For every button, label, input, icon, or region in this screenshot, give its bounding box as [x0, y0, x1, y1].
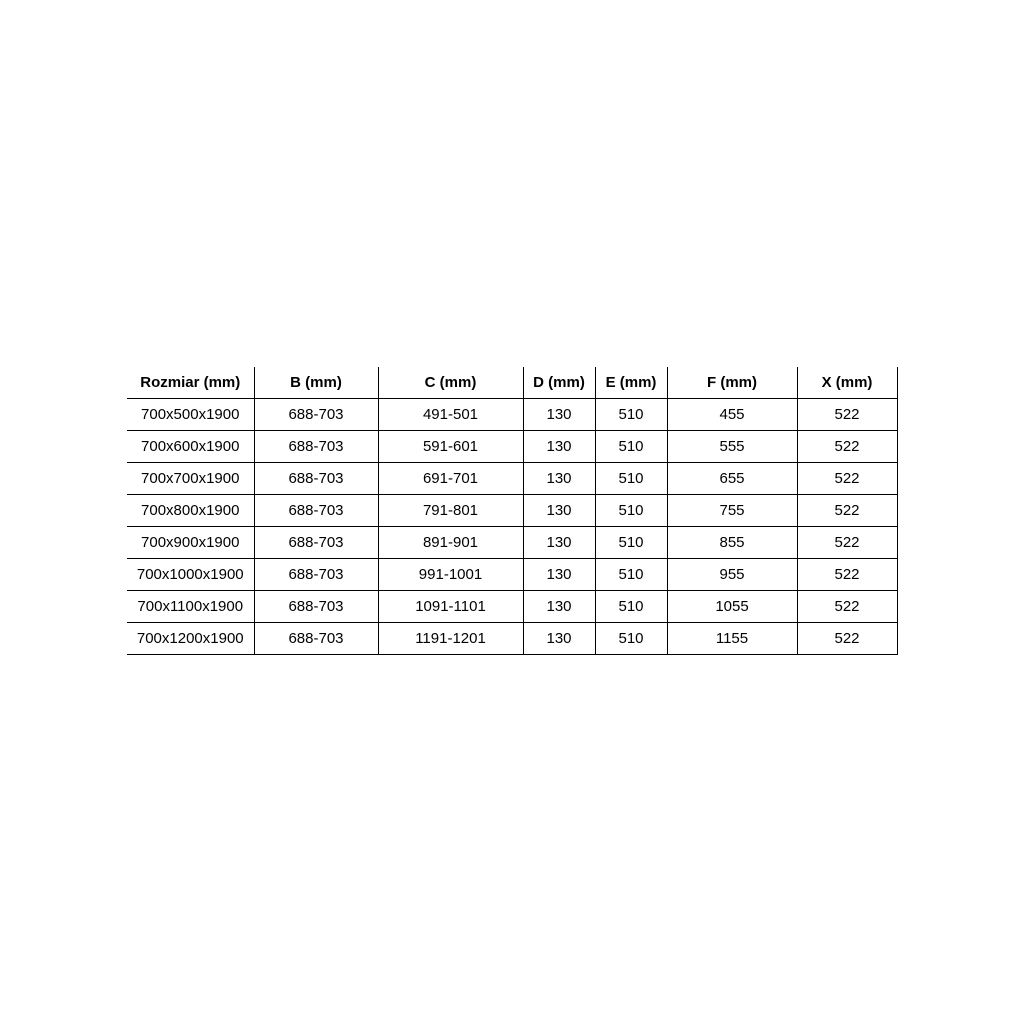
table-cell: 688-703: [254, 495, 378, 527]
table-row: [127, 463, 897, 495]
table-cell: 891-901: [378, 527, 523, 559]
table-cell: 688-703: [254, 527, 378, 559]
table-row: [127, 527, 897, 559]
column-header-d: D (mm): [523, 367, 595, 399]
table-row: [127, 559, 897, 591]
table-cell: 510: [595, 431, 667, 463]
table-cell: 130: [523, 559, 595, 591]
column-header-x: X (mm): [797, 367, 897, 399]
table-cell: 522: [797, 591, 897, 623]
table-cell: 130: [523, 463, 595, 495]
table-cell: 510: [595, 399, 667, 431]
table-cell: 655: [667, 463, 797, 495]
table-cell: 510: [595, 463, 667, 495]
table-cell: 522: [797, 463, 897, 495]
header-row: [127, 367, 897, 399]
table-cell: 700x1000x1900: [127, 559, 254, 591]
table-cell: 688-703: [254, 463, 378, 495]
table-cell: 1055: [667, 591, 797, 623]
dimensions-table: [127, 367, 898, 655]
table-cell: 755: [667, 495, 797, 527]
table-cell: 791-801: [378, 495, 523, 527]
column-header-b: B (mm): [254, 367, 378, 399]
table-cell: 700x600x1900: [127, 431, 254, 463]
table-cell: 522: [797, 623, 897, 655]
table-cell: 130: [523, 591, 595, 623]
table-cell: 130: [523, 495, 595, 527]
table-cell: 510: [595, 559, 667, 591]
table-cell: 688-703: [254, 559, 378, 591]
table-cell: 1191-1201: [378, 623, 523, 655]
table-cell: 991-1001: [378, 559, 523, 591]
table-cell: 130: [523, 527, 595, 559]
table-cell: 522: [797, 527, 897, 559]
table-cell: 510: [595, 591, 667, 623]
table-cell: 700x1100x1900: [127, 591, 254, 623]
table-cell: 522: [797, 559, 897, 591]
column-header-c: C (mm): [378, 367, 523, 399]
table-cell: 130: [523, 399, 595, 431]
table-cell: 1091-1101: [378, 591, 523, 623]
table-cell: 700x900x1900: [127, 527, 254, 559]
table-cell: 691-701: [378, 463, 523, 495]
table-cell: 700x1200x1900: [127, 623, 254, 655]
table-row: [127, 591, 897, 623]
table-cell: 955: [667, 559, 797, 591]
table-cell: 1155: [667, 623, 797, 655]
column-header-f: F (mm): [667, 367, 797, 399]
table-cell: 555: [667, 431, 797, 463]
table-row: [127, 431, 897, 463]
table-cell: 522: [797, 431, 897, 463]
table-cell: 688-703: [254, 431, 378, 463]
table-cell: 491-501: [378, 399, 523, 431]
table-cell: 688-703: [254, 623, 378, 655]
table-cell: 455: [667, 399, 797, 431]
table-cell: 700x500x1900: [127, 399, 254, 431]
table-cell: 700x700x1900: [127, 463, 254, 495]
table-cell: 591-601: [378, 431, 523, 463]
table-cell: 688-703: [254, 591, 378, 623]
table-row: [127, 623, 897, 655]
table-cell: 510: [595, 495, 667, 527]
table-cell: 510: [595, 623, 667, 655]
table-cell: 700x800x1900: [127, 495, 254, 527]
column-header-rozmiar: Rozmiar (mm): [127, 367, 254, 399]
table-cell: 130: [523, 623, 595, 655]
table-row: [127, 399, 897, 431]
column-header-e: E (mm): [595, 367, 667, 399]
table-cell: 688-703: [254, 399, 378, 431]
table-cell: 855: [667, 527, 797, 559]
table-cell: 130: [523, 431, 595, 463]
table-cell: 510: [595, 527, 667, 559]
table-row: [127, 495, 897, 527]
table-cell: 522: [797, 399, 897, 431]
table-cell: 522: [797, 495, 897, 527]
